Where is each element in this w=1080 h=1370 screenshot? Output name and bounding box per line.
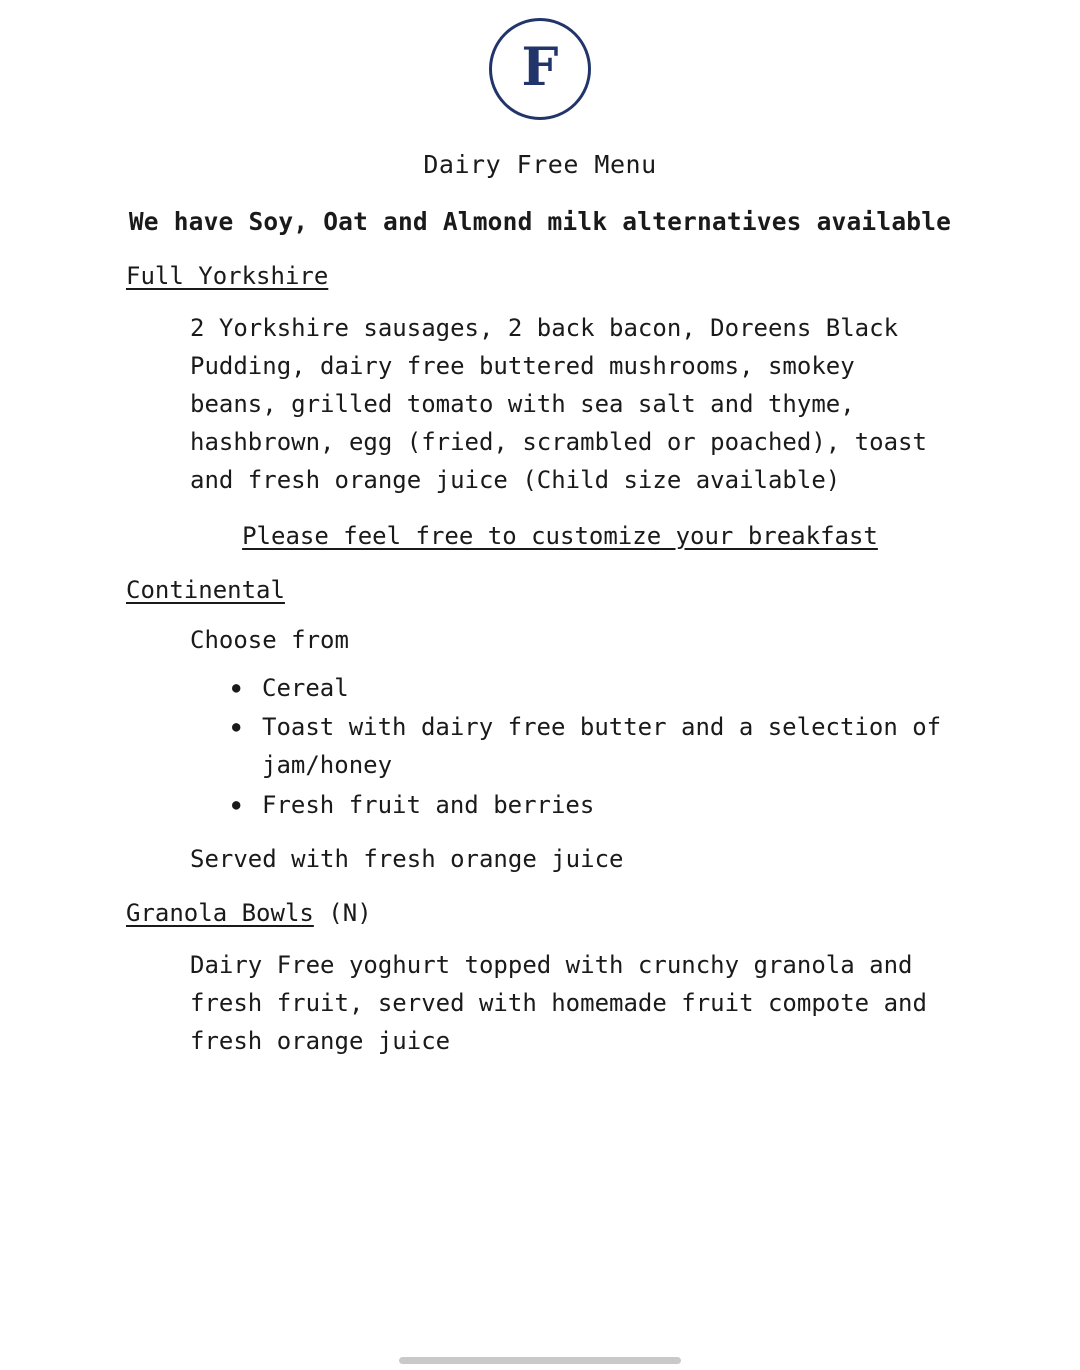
menu-subtitle: We have Soy, Oat and Almond milk alternatives available bbox=[128, 207, 952, 236]
continental-intro: Choose from bbox=[190, 625, 349, 654]
page-title: Dairy Free Menu bbox=[423, 150, 657, 179]
customize-note: Please feel free to customize your breakfast bbox=[242, 521, 878, 550]
list-item: ● Fresh fruit and berries bbox=[232, 787, 954, 825]
section-continental bbox=[126, 576, 954, 874]
section-body-granola-bowls: Dairy Free yoghurt topped with crunchy granola and fresh fruit, served with homemade fruit compote and fresh orange juice bbox=[190, 951, 927, 1055]
section-title-suffix-granola-bowls: (N) bbox=[313, 899, 372, 928]
brand-monogram-icon bbox=[489, 18, 591, 120]
list-item: ● Cereal bbox=[232, 670, 954, 708]
section-heading-row bbox=[126, 262, 954, 290]
list-item: ● Toast with dairy free butter and a selection of jam/honey bbox=[232, 709, 954, 785]
continental-footer: Served with fresh orange juice bbox=[190, 845, 624, 874]
section-heading-row bbox=[126, 576, 954, 604]
section-title-granola-bowls: Granola Bowls bbox=[126, 899, 314, 928]
section-heading-row bbox=[126, 899, 954, 927]
continental-choices-list bbox=[126, 670, 954, 826]
brand-monogram-letter: F bbox=[521, 37, 559, 98]
scroll-indicator[interactable] bbox=[399, 1357, 681, 1364]
section-title-full-yorkshire: Full Yorkshire bbox=[126, 262, 329, 290]
section-body-full-yorkshire: 2 Yorkshire sausages, 2 back bacon, Doreens Black Pudding, dairy free buttered mushrooms, smokey beans, grilled tomato with sea salt and thyme, hashbrown, egg (fried, scrambled or poached), toast and fresh orange juice (Child size available) bbox=[190, 314, 927, 494]
section-title-continental: Continental bbox=[126, 575, 285, 604]
logo-container bbox=[126, 0, 954, 120]
section-granola-bowls bbox=[126, 899, 954, 1061]
section-full-yorkshire bbox=[126, 262, 954, 550]
